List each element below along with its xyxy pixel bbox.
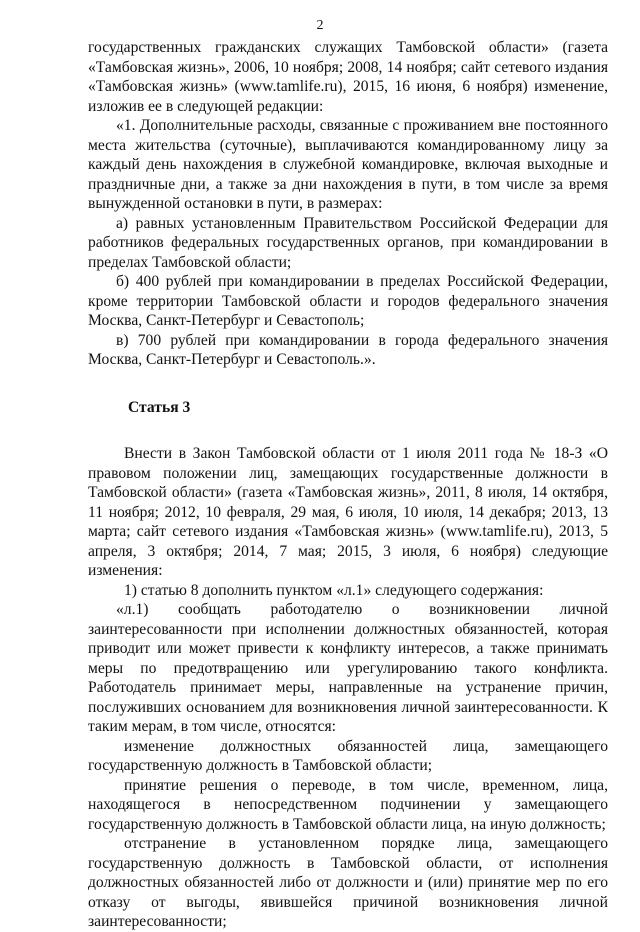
paragraph-continuation: государственных гражданских служащих Тамбовской области» (газета «Тамбовская жизнь», 2006, 10 ноября; 2008, 14 ноября; сайт сетевого издания «Тамбовская жизнь» (www.tamlife.ru), 2015, 16 июня, 6 ноября) изменение, изложив ее в следующей редакции: <box>88 39 608 115</box>
paragraph-subclause-c: в) 700 рублей при командировании в города федерального значения Москва, Санкт-Петербург и Севастополь.». <box>88 331 608 368</box>
page-number: 2 <box>316 18 324 33</box>
paragraph-subclause-b: б) 400 рублей при командировании в пределах Российской Федерации, кроме территории Тамбовской области и городов федерального значения Москва, Санкт-Петербург и Севастополь; <box>88 273 608 329</box>
paragraph-measure-transfer: принятие решения о переводе, в том числе, временном, лица, находящегося в непосредственном подчинении у замещающего государственную должность в Тамбовской области лица, на иную должность; <box>88 776 608 833</box>
paragraph-subclause-a: а) равных установленным Правительством Российской Федерации для работников федеральных государственных органов, при командировании в пределах Тамбовской области; <box>88 214 608 271</box>
article-heading: Статья 3 <box>128 398 191 416</box>
paragraph-measure-change-duties: изменение должностных обязанностей лица, замещающего государственную должность в Тамбовской области; <box>88 737 608 774</box>
paragraph-measure-removal: отстранение в установленном порядке лица, замещающего государственную должность в Тамбовской области, от исполнения должностных обязанностей либо от должности и (или) принятие мер по его отказу от выгоды, явившейся причиной возникновения личной заинтересованности; <box>88 835 608 930</box>
document-body <box>88 38 608 932</box>
paragraph-item-1: 1) статью 8 дополнить пунктом «л.1» следующего содержания: <box>124 581 544 599</box>
paragraph-clause-1: «1. Дополнительные расходы, связанные с проживанием вне постоянного места жительства (суточные), выплачиваются командированному лицу за каждый день нахождения в служебной командировке, включая выходные и праздничные дни, а также за дни нахождения в пути, в том числе за время вынужденной остановки в пути, в размерах: <box>88 117 608 212</box>
paragraph-article-intro: Внести в Закон Тамбовской области от 1 июля 2011 года № 18-З «О правовом положении лиц, замещающих государственные должности в Тамбовской области» (газета «Тамбовская жизнь», 2011, 8 июля, 14 октября, 11 ноября; 2012, 10 февраля, 29 мая, 6 июля, 10 июля, 14 декабря; 2013, 13 марта; сайт сетевого издания «Тамбовская жизнь» (www.tamlife.ru), 2013, 5 апреля, 3 октября; 2014, 7 мая; 2015, 3 июля, 6 ноября) следующие изменения: <box>88 445 608 579</box>
paragraph-clause-l1: «л.1) сообщать работодателю о возникновении личной заинтересованности при исполнении должностных обязанностей, которая приводит или может привести к конфликту интересов, а также принимать меры по предотвращению или урегулированию такого конфликта. Работодатель принимает меры, направленные на устранение причин, послуживших основанием для возникновения личной заинтересованности. К таким мерам, в том числе, относятся: <box>88 601 608 735</box>
